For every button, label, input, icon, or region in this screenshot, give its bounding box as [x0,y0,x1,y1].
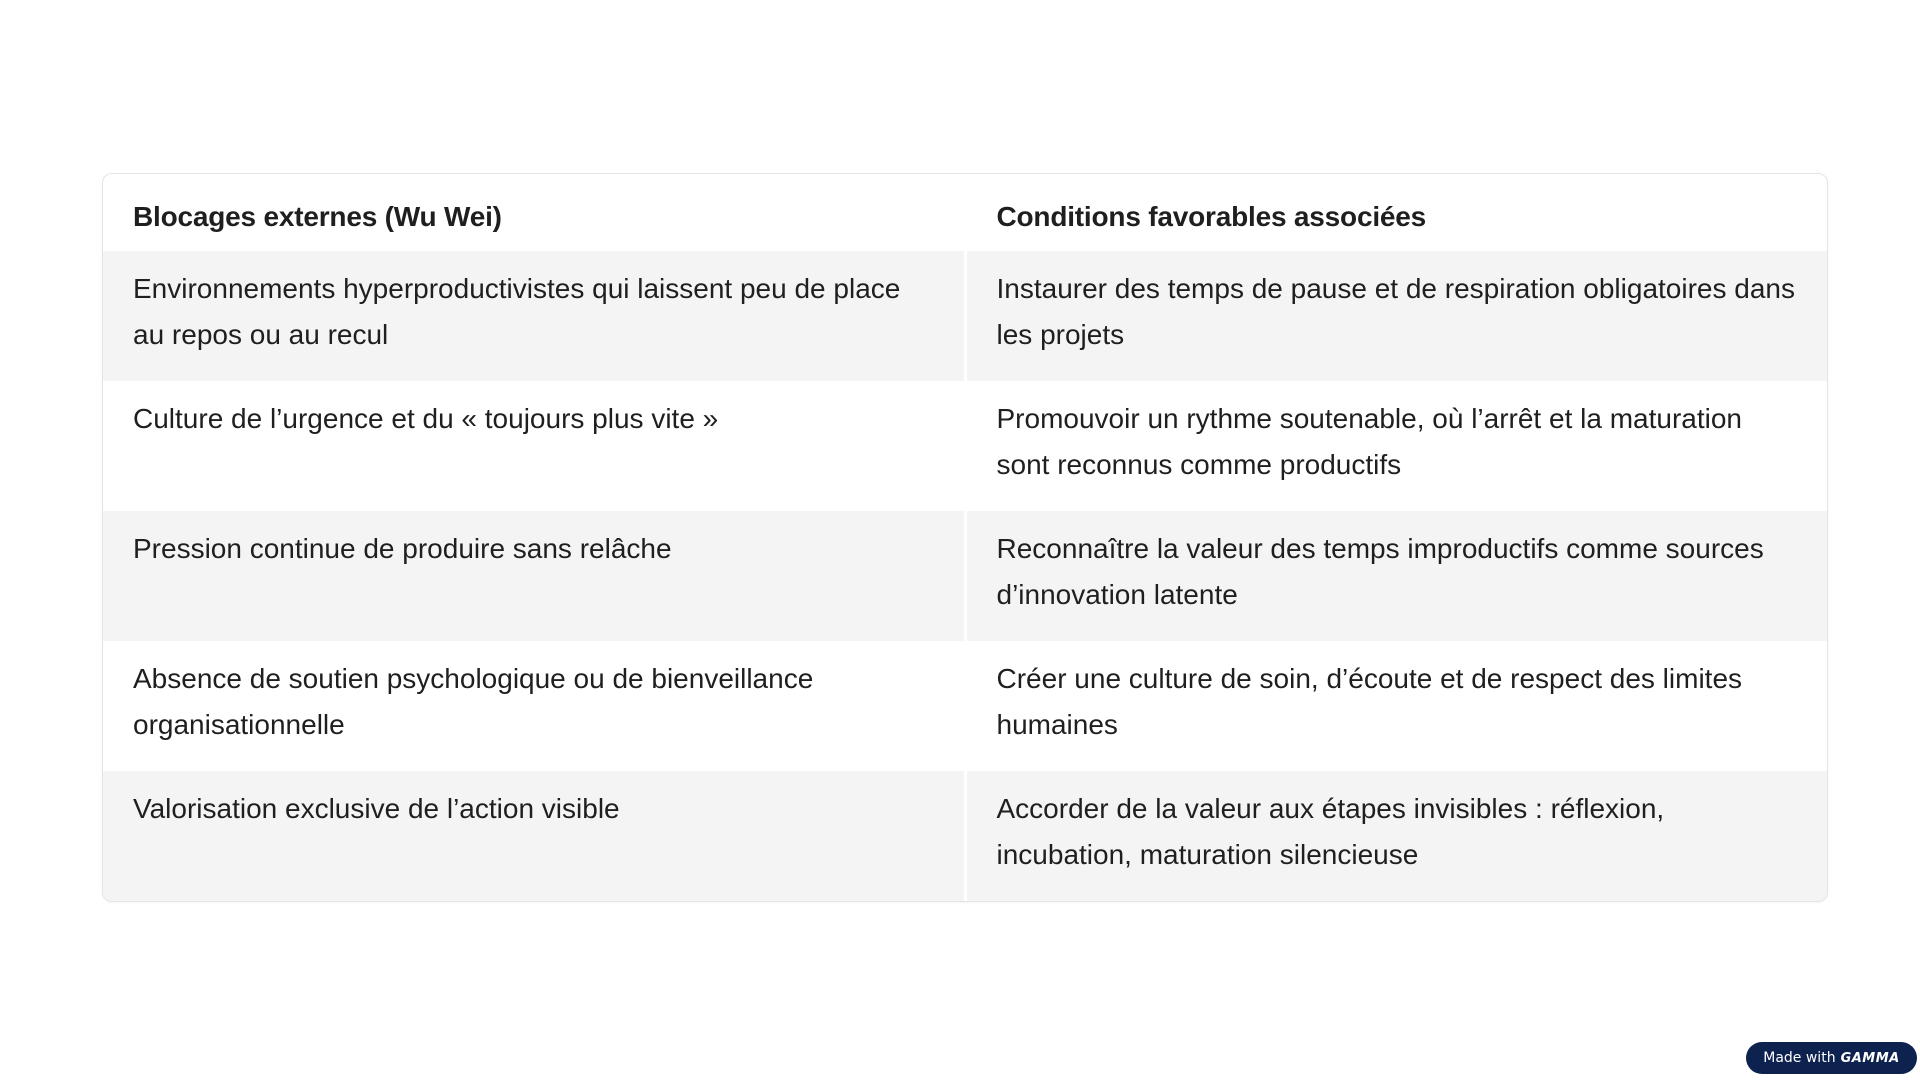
made-with-gamma-badge[interactable] [1746,1042,1917,1074]
table-row [103,251,1827,381]
comparison-table [103,174,1827,901]
table-cell-blocker: Absence de soutien psychologique ou de bienveillance organisationnelle [103,641,965,771]
table-row [103,771,1827,901]
table-cell-condition: Reconnaître la valeur des temps improductifs comme sources d’innovation latente [965,511,1827,641]
table-row [103,641,1827,771]
table-row [103,511,1827,641]
table-row [103,381,1827,511]
badge-prefix: Made with [1763,1050,1836,1066]
header-cell-external-blockers: Blocages externes (Wu Wei) [133,201,502,232]
gamma-logo-text: GAMMA [1840,1050,1900,1066]
table-cell-condition: Instaurer des temps de pause et de respiration obligatoires dans les projets [965,251,1827,381]
comparison-table-card [102,173,1828,902]
table-header-row [103,174,1827,251]
table-cell-blocker: Environnements hyperproductivistes qui laissent peu de place au repos ou au recul [103,251,965,381]
table-cell-condition: Créer une culture de soin, d’écoute et de respect des limites humaines [965,641,1827,771]
table-cell-condition: Promouvoir un rythme soutenable, où l’arrêt et la maturation sont reconnus comme productifs [965,381,1827,511]
table-cell-blocker: Pression continue de produire sans relâche [103,511,965,641]
table-cell-blocker: Culture de l’urgence et du « toujours plus vite » [103,381,965,511]
table-cell-blocker: Valorisation exclusive de l’action visible [103,771,965,901]
header-cell-favorable-conditions: Conditions favorables associées [965,174,1827,251]
table-cell-condition: Accorder de la valeur aux étapes invisibles : réflexion, incubation, maturation silencieuse [965,771,1827,901]
